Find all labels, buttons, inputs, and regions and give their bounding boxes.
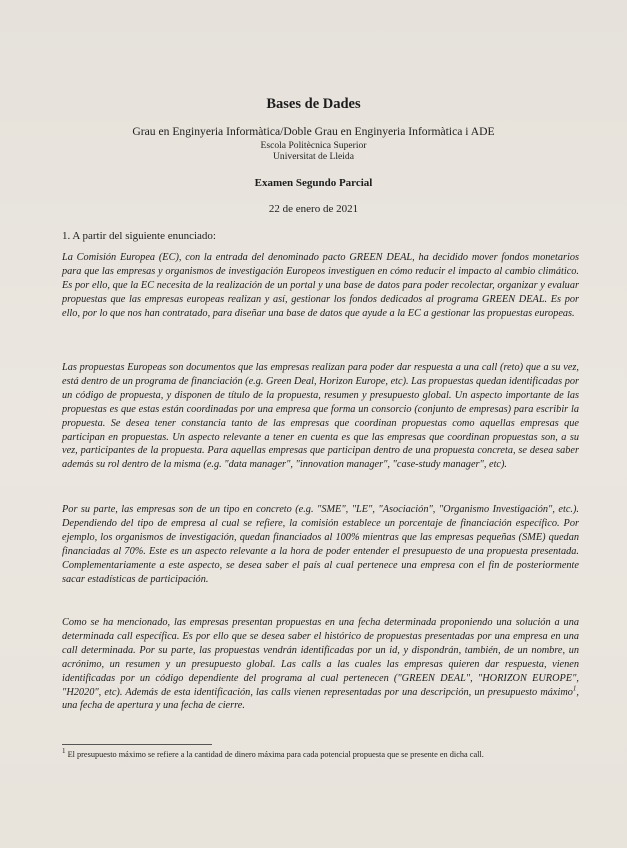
degree-name: Grau en Enginyeria Informàtica/Doble Grau en Enginyeria Informàtica i ADE <box>132 125 495 138</box>
paragraph-3: Por su parte, las empresas son de un tipo en concreto (e.g. "SME", "LE", "Asociación", "Organismo Investigación", etc.). Dependiendo del tipo de empresa al cual se refiere, la comisión establece un porcentaje de financiación específico. Por ejemplo, los organismos de investigación, quedan financiados al 100% mientras que las empresas pequeñas (SME) quedan financiadas al 70%. Este es un aspecto relevante a la hora de poder entender el presupuesto de una propuesta presentada. Complementariamente a este aspecto, se desea saber el país al cual pertenece una empresa con el fin de posteriormente sacar estadísticas de participación. <box>62 504 579 585</box>
university-name: Universitat de Lleida <box>273 151 354 162</box>
paragraph-4-end: , una fecha de apertura y una fecha de cierre. <box>62 686 579 712</box>
paragraph-2: Las propuestas Europeas son documentos que las empresas realizan para poder dar respuesta a una call (reto) que a su vez, está dentro de un programa de financiación (e.g. Green Deal, Horizon Europe, etc). Las propuestas quedan identificadas por un código de propuesta, y disponen de título de la propuesta, resumen y presupuesto global. Un aspecto importante de las propuestas es que estas están coordinadas por una empresa que forma un consorcio (conjunto de empresas) para escribir la propuesta. Se desea tener constancia tanto de las empresas que coordinan propuestas como aquellas empresas que participan en propuestas. Un aspecto relevante a tener en cuenta es que las empresas que coordinan propuestas son, a su vez, participantes de la propuesta. Para aquellas empresas que participan dentro de una propuesta concreta, se desea saber además su rol dentro de la misma (e.g. "data manager", "innovation manager", "case-study manager", etc). <box>62 362 579 471</box>
document-title: Bases de Dades <box>266 96 361 112</box>
footnote-text: El presupuesto máximo se refiere a la cantidad de dinero máxima para cada potencial propuesta que se presente en dicha call. <box>65 750 484 759</box>
exam-date: 22 de enero de 2021 <box>268 203 359 215</box>
footnote-divider <box>62 744 212 745</box>
paragraph-4 <box>62 616 579 713</box>
paragraph-1: La Comisión Europea (EC), con la entrada del denominado pacto GREEN DEAL, ha decidido mover fondos monetarios para que las empresas y organismos de investigación Europeos investiguen en cómo reducir el impacto al cambio climático. Es por ello, que la EC necesita de la realización de un portal y una base de datos para poder recolectar, organizar y evaluar propuestas que las empresas europeas realizan y así, gestionar los fondos dedicados al programa GREEN DEAL. Es por ello, por lo que nos han contratado, para diseñar una base de datos que ayude a la EC a gestionar las propuestas europeas. <box>62 252 579 319</box>
footnote-number: 1 <box>62 747 66 756</box>
question-1: 1. A partir del siguiente enunciado: <box>62 230 216 242</box>
footnote-ref: 1 <box>572 684 577 693</box>
paragraph-4-main: Como se ha mencionado, las empresas presentan propuestas en una fecha determinada proponiendo una solución a una determinada call específica. Es por ello que se desea saber el histórico de propuestas presentadas por una empresa en una call determinada. Por su parte, las propuestas vendrán identificadas por un id, y dispondrán, también, de un nombre, un acrónimo, un resumen y un presupuesto global. Las calls a las cuales las empresas quieren dar respuesta, vienen identificadas por un código dependiente del programa al cual pertenecen ("GREEN DEAL", "HORIZON EUROPE", "H2020", etc). Además de esta identificación, las calls vienen representadas por una descripción, un presupuesto máximo <box>62 617 579 698</box>
exam-title: Examen Segundo Parcial <box>254 177 373 189</box>
school-name: Escola Politècnica Superior <box>260 140 367 151</box>
footnote <box>62 749 579 761</box>
